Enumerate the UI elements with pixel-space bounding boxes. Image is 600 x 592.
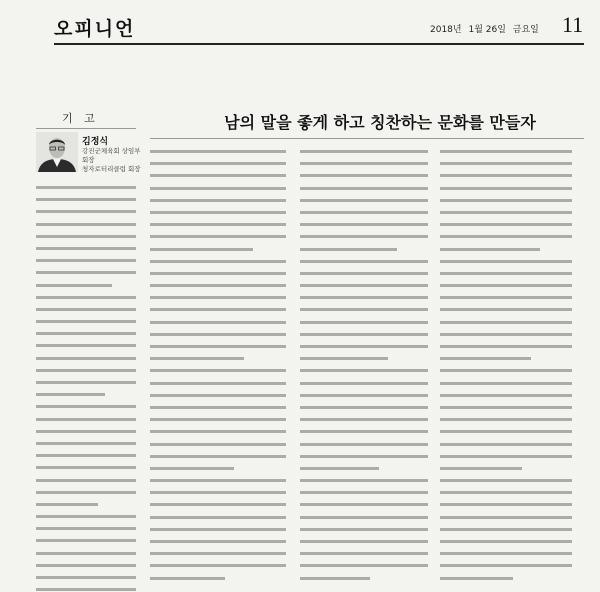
body-text-column [300, 150, 428, 589]
date-weekday: 금요일 [512, 25, 539, 35]
author-photo [36, 132, 78, 172]
body-text-line [150, 540, 286, 543]
body-text-line [300, 284, 428, 287]
body-text-line [440, 174, 572, 177]
body-text-line [36, 491, 136, 494]
body-text-line [440, 430, 572, 433]
body-text-line [300, 150, 428, 153]
body-text-line [150, 357, 244, 360]
body-text-line [440, 296, 572, 299]
body-text-line [300, 308, 428, 311]
body-text-line [36, 344, 136, 347]
body-text-line [36, 479, 136, 482]
body-text-line [36, 235, 136, 238]
body-text-line [150, 491, 286, 494]
body-text-line [440, 479, 572, 482]
body-text-line [36, 393, 105, 396]
body-text-line [440, 443, 572, 446]
body-text-line [36, 418, 136, 421]
body-text-line [36, 588, 136, 591]
body-text-line [300, 345, 428, 348]
body-text-line [150, 308, 286, 311]
body-text-line [36, 466, 136, 469]
body-text-line [440, 248, 540, 251]
body-text-line [300, 382, 428, 385]
body-text-line [36, 405, 136, 408]
date-month-day: 1월 26일 [468, 25, 506, 35]
body-text-line [300, 199, 428, 202]
body-text-line [36, 271, 136, 274]
body-text-line [150, 211, 286, 214]
body-text-line [440, 345, 572, 348]
body-text-line [36, 198, 136, 201]
body-text-line [150, 333, 286, 336]
body-text-line [36, 259, 136, 262]
body-text-line [440, 223, 572, 226]
body-text-line [150, 577, 225, 580]
body-text-line [440, 516, 572, 519]
body-text-line [150, 345, 286, 348]
body-text-line [300, 248, 397, 251]
body-text-line [440, 382, 572, 385]
body-text-line [300, 187, 428, 190]
body-text-line [36, 332, 136, 335]
body-text-line [440, 467, 522, 470]
body-text-line [150, 467, 234, 470]
body-text-line [150, 296, 286, 299]
body-text-line [36, 210, 136, 213]
body-text-line [300, 357, 388, 360]
author-portrait-icon [36, 132, 78, 172]
body-text-line [150, 455, 286, 458]
body-text-line [36, 186, 136, 189]
dateline [430, 22, 543, 35]
body-text-line [440, 284, 572, 287]
body-text-line [36, 454, 136, 457]
body-text-line [150, 430, 286, 433]
body-text-line [300, 418, 428, 421]
body-text-line [300, 443, 428, 446]
body-text-line [150, 150, 286, 153]
column-label: 기 고 [62, 112, 99, 125]
page-number: 11 [562, 12, 584, 37]
body-text-line [150, 235, 286, 238]
body-text-line [440, 199, 572, 202]
body-text-line [300, 430, 428, 433]
body-text-line [440, 406, 572, 409]
body-text-line [440, 564, 572, 567]
body-text-line [440, 272, 572, 275]
body-text-line [300, 223, 428, 226]
body-text-line [36, 430, 136, 433]
body-text-line [36, 527, 136, 530]
body-text-line [150, 479, 286, 482]
body-text-line [150, 174, 286, 177]
body-text-line [440, 321, 572, 324]
author-title [82, 147, 142, 174]
body-text-line [440, 540, 572, 543]
body-text-line [440, 357, 531, 360]
body-text-line [150, 394, 286, 397]
body-text-line [440, 150, 572, 153]
column-label-rule [36, 128, 136, 129]
body-text-line [440, 418, 572, 421]
body-text-line [150, 272, 286, 275]
body-text-line [300, 174, 428, 177]
body-text-line [150, 406, 286, 409]
body-text-line [300, 260, 428, 263]
body-text-line [440, 528, 572, 531]
body-text-line [36, 369, 136, 372]
body-text-line [36, 296, 136, 299]
body-text-line [150, 552, 286, 555]
body-text-line [300, 235, 428, 238]
date-year: 2018년 [430, 25, 462, 35]
body-text-line [36, 308, 136, 311]
body-text-line [300, 394, 428, 397]
body-text-line [440, 235, 572, 238]
body-text-line [150, 369, 286, 372]
body-text-line [150, 321, 286, 324]
body-text-line [440, 503, 572, 506]
body-text-line [440, 333, 572, 336]
body-text-line [150, 564, 286, 567]
header-rule [54, 43, 584, 45]
body-text-line [300, 552, 428, 555]
body-text-line [300, 516, 428, 519]
body-text-line [150, 382, 286, 385]
page-header [0, 0, 600, 44]
body-text-line [150, 528, 286, 531]
body-text-line [300, 479, 428, 482]
body-text-line [36, 576, 136, 579]
body-text-line [440, 369, 572, 372]
body-text-line [440, 260, 572, 263]
body-text-line [36, 564, 136, 567]
body-text-line [150, 260, 286, 263]
body-text-line [440, 211, 572, 214]
body-text-line [36, 442, 136, 445]
body-text-line [440, 552, 572, 555]
body-text-line [440, 455, 572, 458]
body-text-line [150, 248, 253, 251]
body-text-line [440, 308, 572, 311]
body-text-line [36, 223, 136, 226]
body-text-line [440, 162, 572, 165]
body-text-line [300, 333, 428, 336]
body-text-line [36, 515, 136, 518]
section-title: 오피니언 [54, 18, 136, 40]
author-title-line: 청자로터리클럽 회장 [82, 165, 141, 173]
body-text-line [300, 577, 370, 580]
body-text-line [300, 503, 428, 506]
body-text-line [300, 321, 428, 324]
body-text-line [150, 223, 286, 226]
body-text-line [440, 577, 513, 580]
body-text-line [300, 540, 428, 543]
body-text-line [300, 467, 379, 470]
body-text-line [440, 491, 572, 494]
body-text-line [300, 296, 428, 299]
body-text-line [36, 503, 98, 506]
body-text-line [150, 284, 286, 287]
body-text-column [150, 150, 286, 589]
body-text-line [300, 528, 428, 531]
body-text-line [150, 418, 286, 421]
body-text-line [150, 443, 286, 446]
body-text-line [300, 491, 428, 494]
author-name: 김정식 [82, 137, 109, 147]
body-text-line [440, 394, 572, 397]
body-text-line [300, 369, 428, 372]
body-text-line [150, 516, 286, 519]
body-text-line [36, 539, 136, 542]
body-text-line [36, 357, 136, 360]
body-text-line [300, 272, 428, 275]
body-text-line [150, 162, 286, 165]
body-text-line [300, 211, 428, 214]
article-headline: 남의 말을 좋게 하고 칭찬하는 문화를 만들자 [224, 113, 536, 132]
headline-rule [150, 138, 584, 139]
body-text-line [36, 381, 136, 384]
body-text-line [36, 247, 136, 250]
body-text-line [150, 187, 286, 190]
body-text-line [300, 455, 428, 458]
author-title-line: 강진군체육회 상임부회장 [82, 147, 141, 164]
body-text-line [150, 503, 286, 506]
body-text-line [440, 187, 572, 190]
body-text-line [36, 284, 112, 287]
body-text-line [300, 564, 428, 567]
body-text-line [150, 199, 286, 202]
body-text-line [300, 162, 428, 165]
body-text-column [36, 186, 136, 592]
body-text-line [300, 406, 428, 409]
body-text-column [440, 150, 572, 589]
body-text-line [36, 320, 136, 323]
body-text-line [36, 552, 136, 555]
